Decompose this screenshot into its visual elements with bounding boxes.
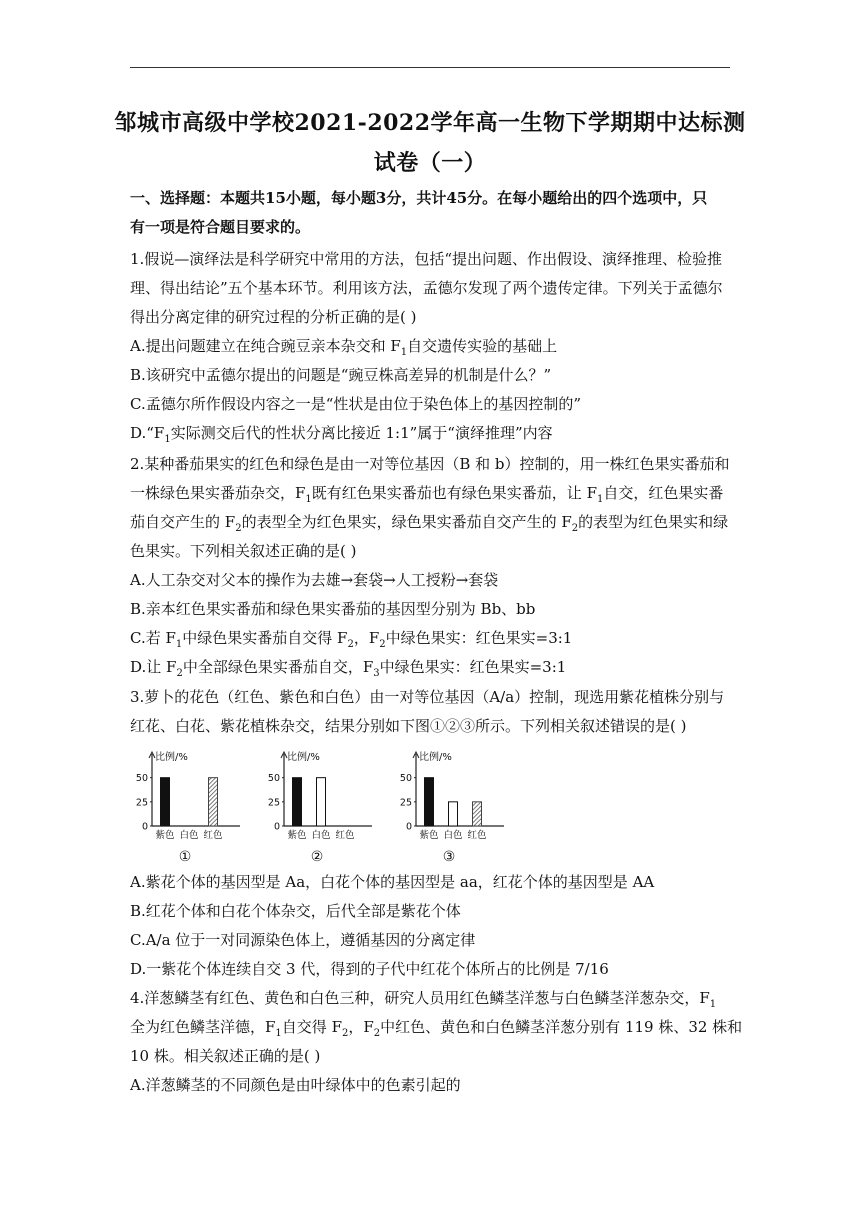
q2-stem-line-4: 色果实。下列相关叙述正确的是( ) xyxy=(130,542,357,560)
y-tick-label: 0 xyxy=(141,821,148,833)
bar-chart-2-svg xyxy=(262,744,382,866)
q2-option-d xyxy=(130,657,730,684)
q1-option-b: B.该研究中孟德尔提出的问题是“豌豆株高差异的机制是什么？” xyxy=(130,366,552,384)
bar-chart-3 xyxy=(394,744,514,870)
category-label: 红色 xyxy=(203,830,223,841)
subscript: 1 xyxy=(400,347,408,358)
y-tick-label: 50 xyxy=(135,773,148,785)
category-label: 紫色 xyxy=(287,830,307,841)
text: 中全部绿色果实番茄自交，F xyxy=(182,658,374,676)
category-label: 紫色 xyxy=(155,830,175,841)
q3-option-d: D.一紫花个体连续自交 3 代，得到的子代中红花个体所占的比例是 7/16 xyxy=(130,960,609,978)
q1-option-a-text: A.提出问题建立在纯合豌豆亲本杂交和 F xyxy=(130,337,401,355)
q1-option-c: C.孟德尔所作假设内容之一是“性状是由位于染色体上的基因控制的” xyxy=(130,395,582,413)
q1-option-d xyxy=(130,423,730,450)
bar-紫色 xyxy=(425,778,434,826)
text: 自交，红色果实番 xyxy=(603,484,724,502)
bar-紫色 xyxy=(293,778,302,826)
q4-stem-line-2 xyxy=(130,1017,743,1044)
subscript: 2 xyxy=(571,523,579,534)
text: 中绿色果实：红色果实=3:1 xyxy=(379,658,567,676)
q1-stem-line-1: 1.假说—演绎法是科学研究中常用的方法，包括“提出问题、作出假设、演绎推理、检验推 xyxy=(130,250,722,268)
page-title-line-2: 试卷（一） xyxy=(373,150,487,176)
subscript: 1 xyxy=(305,494,312,505)
y-tick-label: 0 xyxy=(273,821,280,833)
text: C.若 F xyxy=(130,629,176,647)
q1-option-d-text: D.“F xyxy=(130,424,165,442)
y-tick-label: 0 xyxy=(405,821,412,833)
q3-option-b: B.红花个体和白花个体杂交，后代全部是紫花个体 xyxy=(130,902,461,920)
q4-option-a: A.洋葱鳞茎的不同颜色是由叶绿体中的色素引起的 xyxy=(130,1076,461,1094)
y-axis-label: 比例/% xyxy=(155,752,188,763)
y-axis-label: 比例/% xyxy=(287,752,320,763)
q2-option-b: B.亲本红色果实番茄和绿色果实番茄的基因型分别为 Bb、bb xyxy=(130,600,536,618)
q2-stem-line-1: 2.某种番茄果实的红色和绿色是由一对等位基因（B 和 b）控制的，用一株红色果实番茄和 xyxy=(130,455,730,473)
y-tick-label: 25 xyxy=(135,797,148,809)
bar-白色 xyxy=(317,778,326,826)
text: 的表型全为红色果实，绿色果实番茄自交产生的 F xyxy=(241,513,572,531)
category-label: 白色 xyxy=(179,830,199,841)
text: 中绿色果实番茄自交得 F xyxy=(182,629,348,647)
chart-caption: ③ xyxy=(442,849,456,865)
bar-chart-3-svg xyxy=(394,744,514,866)
bar-chart-2 xyxy=(262,744,382,870)
subscript: 2 xyxy=(176,668,183,679)
category-label: 红色 xyxy=(467,830,487,841)
section-heading-line-1: 一、选择题：本题共15小题，每小题3分，共计45分。在每小题给出的四个选项中，只 xyxy=(130,189,708,207)
q3-stem-line-2: 红花、白花、紫花植株杂交，结果分别如下图①②③所示。下列相关叙述错误的是( ) xyxy=(130,717,687,735)
subscript: 2 xyxy=(347,639,354,650)
bar-红色 xyxy=(209,778,218,826)
text: 茄自交产生的 F xyxy=(130,513,236,531)
text: ，F xyxy=(353,629,380,647)
q3-option-c: C.A/a 位于一对同源染色体上，遵循基因的分离定律 xyxy=(130,931,476,949)
text: ，F xyxy=(348,1018,374,1036)
subscript: 1 xyxy=(275,1028,282,1039)
subscript: 2 xyxy=(341,1028,349,1039)
category-label: 白色 xyxy=(311,830,331,841)
q2-stem-line-3 xyxy=(130,512,730,539)
q2-option-c xyxy=(130,628,730,655)
section-heading-line-2: 有一项是符合题目要求的。 xyxy=(130,218,311,236)
y-tick-label: 50 xyxy=(267,773,280,785)
bar-chart-1 xyxy=(130,744,250,870)
q1-stem-line-3: 得出分离定律的研究过程的分析正确的是( ) xyxy=(130,308,417,326)
q1-option-a xyxy=(130,336,730,363)
q3-option-a: A.紫花个体的基因型是 Aa，白花个体的基因型是 aa，红花个体的基因型是 AA xyxy=(130,873,655,891)
subscript: 1 xyxy=(596,494,604,505)
bar-红色 xyxy=(473,802,482,826)
text: 中红色、黄色和白色鳞茎洋葱分别有 119 株、32 株和 xyxy=(380,1018,743,1036)
text: 4.洋葱鳞茎有红色、黄色和白色三种，研究人员用红色鳞茎洋葱与白色鳞茎洋葱杂交，F xyxy=(130,989,710,1007)
category-label: 红色 xyxy=(335,830,355,841)
page-title-line-1: 邹城市高级中学校2021-2022学年高一生物下学期期中达标测 xyxy=(114,110,746,136)
chart-caption: ② xyxy=(310,849,324,865)
subscript: 1 xyxy=(164,434,171,445)
subscript: 3 xyxy=(373,668,380,679)
header-rule xyxy=(130,67,730,68)
y-axis-label: 比例/% xyxy=(419,752,452,763)
y-tick-label: 25 xyxy=(399,797,412,809)
q4-stem-line-1 xyxy=(130,988,730,1015)
text: D.让 F xyxy=(130,658,177,676)
text: 中绿色果实：红色果实=3:1 xyxy=(385,629,573,647)
subscript: 2 xyxy=(235,523,242,534)
category-label: 白色 xyxy=(443,830,463,841)
subscript: 2 xyxy=(373,1028,381,1039)
q1-option-a-text-end: 自交遗传实验的基础上 xyxy=(407,337,558,355)
text: 既有红色果实番茄也有绿色果实番茄，让 F xyxy=(311,484,597,502)
q4-stem-line-3: 10 株。相关叙述正确的是( ) xyxy=(130,1047,321,1065)
text: 全为红色鳞茎洋德，F xyxy=(130,1018,276,1036)
bar-chart-1-svg xyxy=(130,744,250,866)
subscript: 1 xyxy=(709,999,717,1010)
q1-option-d-text-end: 实际测交后代的性状分离比接近 1:1”属于“演绎推理”内容 xyxy=(170,424,553,442)
text: 一株绿色果实番茄杂交，F xyxy=(130,484,306,502)
bar-白色 xyxy=(449,802,458,826)
text: 的表型为红色果实和绿 xyxy=(578,513,729,531)
q2-option-a: A.人工杂交对父本的操作为去雄→套袋→人工授粉→套袋 xyxy=(130,571,499,589)
subscript: 2 xyxy=(379,639,386,650)
q2-stem-line-2 xyxy=(130,483,730,510)
category-label: 紫色 xyxy=(419,830,439,841)
y-tick-label: 25 xyxy=(267,797,280,809)
q3-stem-line-1: 3.萝卜的花色（红色、紫色和白色）由一对等位基因（A/a）控制，现选用紫花植株分别与 xyxy=(130,688,725,706)
bar-紫色 xyxy=(161,778,170,826)
q1-stem-line-2: 理、得出结论”五个基本环节。利用该方法，孟德尔发现了两个遗传定律。下列关于孟德尔 xyxy=(130,279,723,297)
subscript: 1 xyxy=(175,639,183,650)
text: 自交得 F xyxy=(281,1018,342,1036)
y-tick-label: 50 xyxy=(399,773,412,785)
chart-caption: ① xyxy=(178,849,192,865)
